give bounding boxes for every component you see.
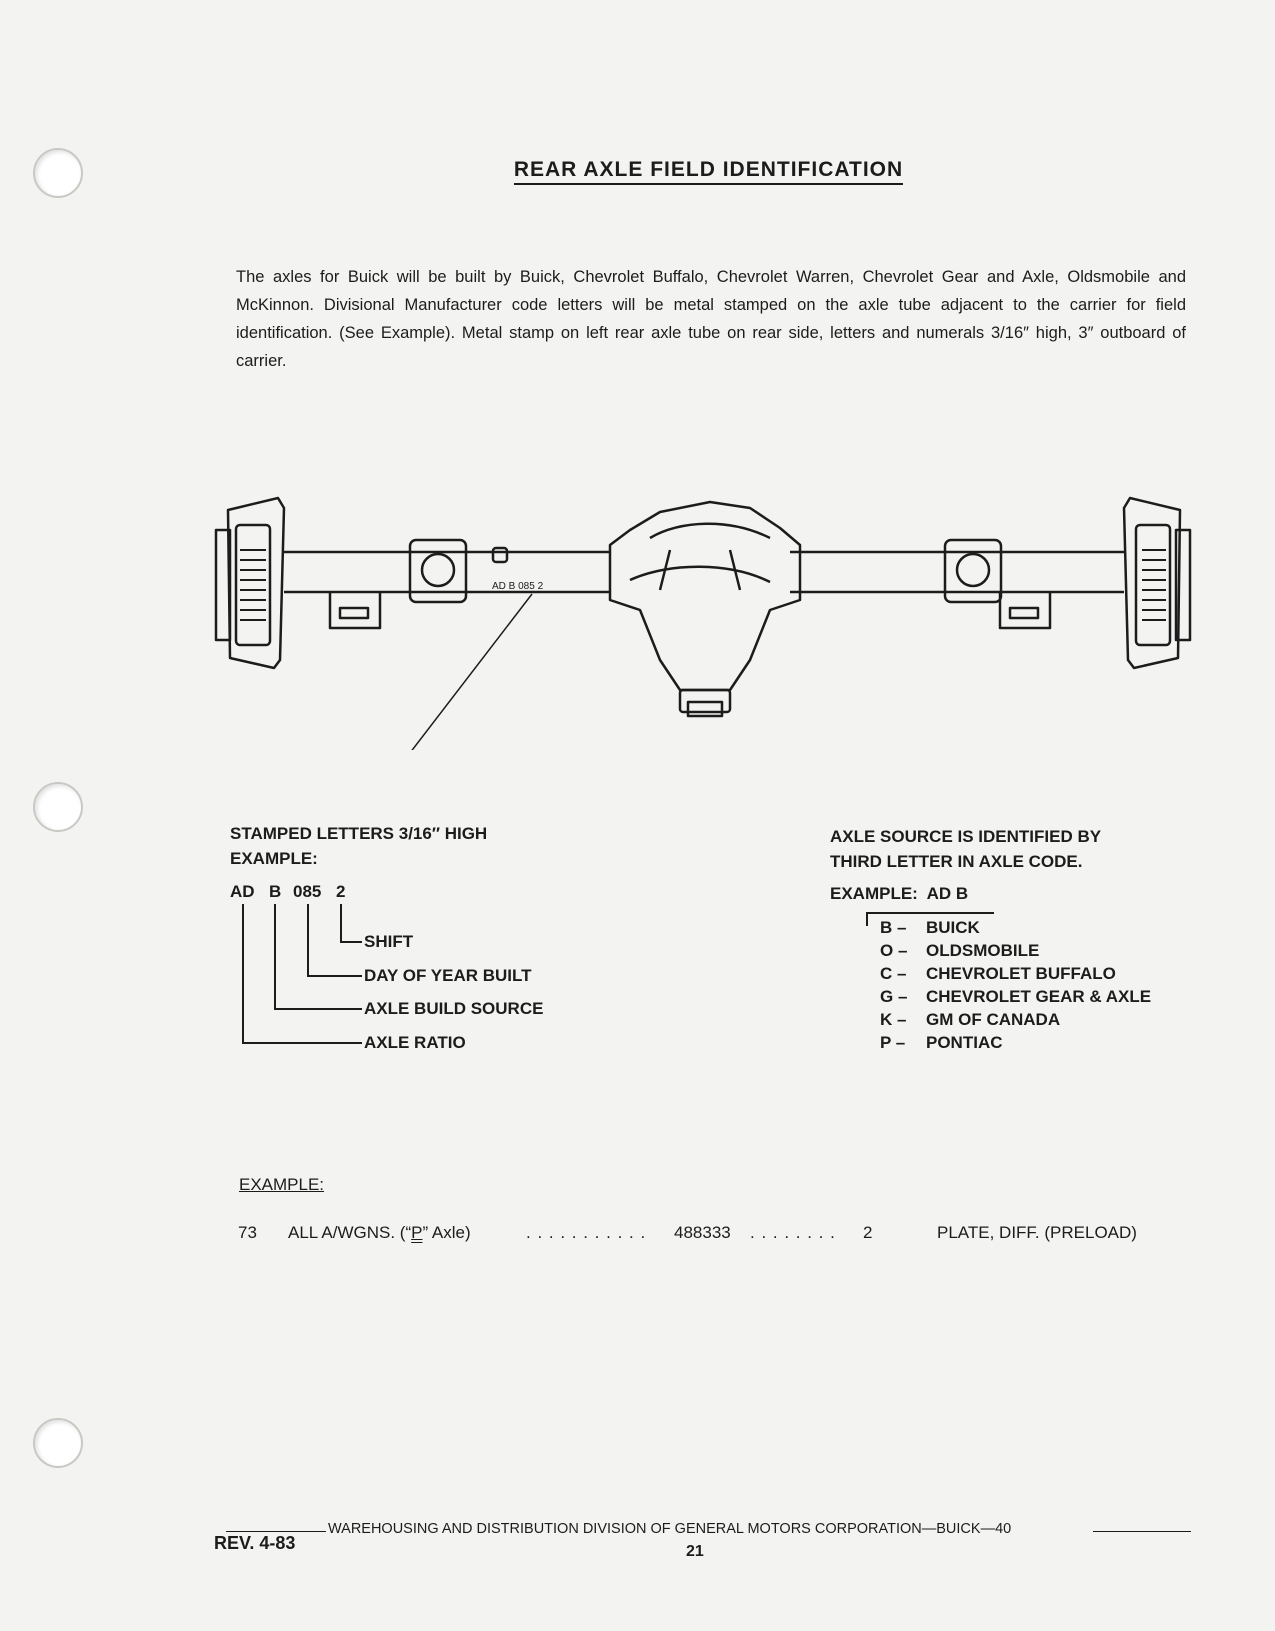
source-legend-item: O – OLDSMOBILE [880, 941, 1040, 960]
example-part-name: PLATE, DIFF. (PRELOAD) [937, 1223, 1137, 1242]
source-legend-bracket [866, 912, 994, 914]
footer-text: WAREHOUSING AND DISTRIBUTION DIVISION OF GENERAL MOTORS CORPORATION—BUICK—40 [328, 1521, 1012, 1537]
rear-axle-illustration [210, 490, 1200, 750]
source-bracket [274, 904, 276, 1009]
label-axle-ratio: AXLE RATIO [364, 1033, 466, 1052]
shift-bracket [340, 904, 342, 942]
page-title: REAR AXLE FIELD IDENTIFICATION [0, 158, 1275, 182]
source-legend-item: B – BUICK [880, 918, 980, 937]
binder-hole [33, 782, 83, 832]
intro-paragraph: The axles for Buick will be built by Buick, Chevrolet Buffalo, Chevrolet Warren, Chevrolet Gear and Axle, Oldsmobile and McKinnon. Divisional Manufacturer code letters will be metal stamped on the axle tube adjacent to the carrier for field identification. (See Example). Metal stamp on left rear axle tube on rear side, letters and numerals 3/16″ high, 3″ outboard of carrier. [236, 268, 1186, 370]
source-legend-item: K – GM OF CANADA [880, 1010, 1061, 1029]
example-part-number: 488333 [674, 1223, 731, 1242]
source-bracket [274, 1008, 362, 1010]
example-heading: EXAMPLE: [239, 1175, 325, 1194]
example-dots: . . . . . . . . . . . [526, 1223, 647, 1242]
stamped-heading: STAMPED LETTERS 3/16″ HIGH [230, 824, 488, 843]
shift-bracket [340, 941, 362, 943]
source-example: EXAMPLE: AD B [830, 884, 969, 903]
ratio-bracket [242, 1042, 362, 1044]
source-heading-line1: AXLE SOURCE IS IDENTIFIED BY [830, 827, 1102, 846]
axle-stamp-text: AD B 085 2 [492, 581, 544, 592]
code-part-shift: 2 [336, 882, 346, 901]
ratio-bracket [242, 904, 244, 1043]
code-part-source: B [269, 882, 282, 901]
binder-hole [33, 1418, 83, 1468]
source-legend-item: C – CHEVROLET BUFFALO [880, 964, 1116, 983]
example-dots: . . . . . . . . [750, 1223, 836, 1242]
label-build-source: AXLE BUILD SOURCE [364, 999, 544, 1018]
label-day-of-year: DAY OF YEAR BUILT [364, 966, 532, 985]
day-bracket [307, 904, 309, 976]
example-year: 73 [238, 1223, 257, 1242]
stamped-example-label: EXAMPLE: [230, 849, 318, 868]
source-legend-bracket [866, 912, 868, 926]
example-quantity: 2 [863, 1223, 873, 1242]
label-shift: SHIFT [364, 932, 414, 951]
page-number: 21 [686, 1543, 704, 1560]
example-description: ALL A/WGNS. (“P” Axle) [288, 1223, 471, 1242]
source-legend-item: G – CHEVROLET GEAR & AXLE [880, 987, 1152, 1006]
source-legend-item: P – PONTIAC [880, 1033, 1003, 1052]
source-heading-line2: THIRD LETTER IN AXLE CODE. [830, 852, 1083, 871]
day-bracket [307, 975, 362, 977]
footer-rule [1093, 1531, 1191, 1532]
revision-label: REV. 4-83 [214, 1533, 296, 1553]
code-part-ad: AD [230, 882, 255, 901]
code-part-day: 085 [293, 882, 322, 901]
footer-rule [226, 1531, 326, 1532]
